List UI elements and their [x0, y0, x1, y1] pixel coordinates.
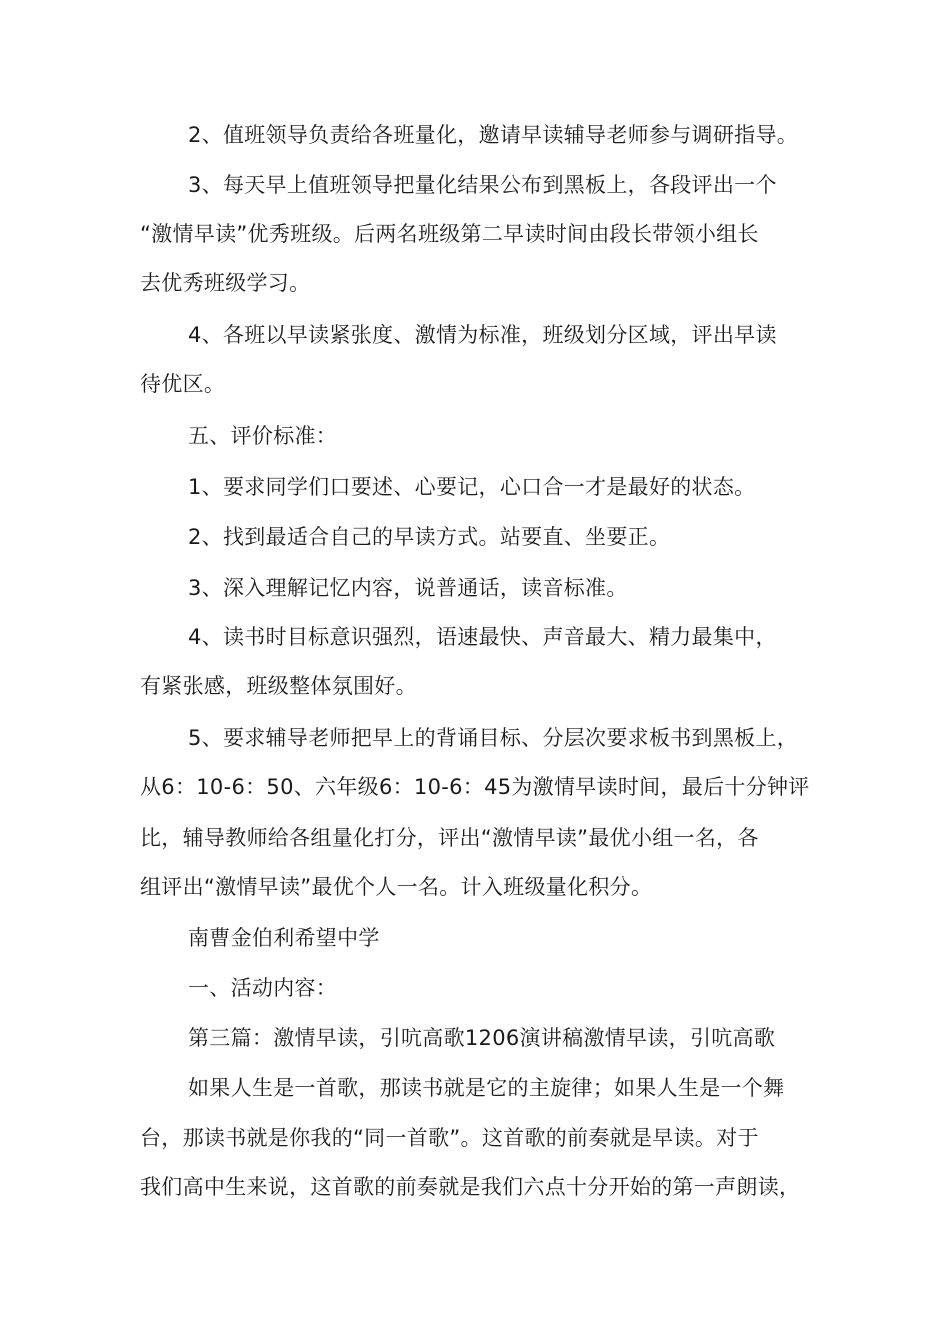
paragraph-line: 5、要求辅导老师把早上的背诵目标、分层次要求板书到黑板上， — [188, 726, 799, 750]
paragraph-line: 4、各班以早读紧张度、激情为标准，班级划分区域，评出早读 — [188, 323, 777, 347]
paragraph-line: 2、找到最适合自己的早读方式。站要直、坐要正。 — [188, 525, 671, 549]
section-heading: 一、活动内容： — [188, 976, 338, 1000]
paragraph-line: 从6：10-6：50、六年级6：10-6：45为激情早读时间，最后十分钟评 — [140, 775, 810, 799]
paragraph-line: 我们高中生来说，这首歌的前奏就是我们六点十分开始的第一声朗读， — [140, 1175, 801, 1199]
paragraph-line: 台，那读书就是你我的“同一首歌”。这首歌的前奏就是早读。对于 — [140, 1126, 759, 1150]
paragraph-line: 如果人生是一首歌，那读书就是它的主旋律；如果人生是一个舞 — [188, 1076, 785, 1100]
section-heading: 五、评价标准： — [188, 424, 338, 448]
paragraph-line: 4、读书时目标意识强烈，语速最快、声音最大、精力最集中， — [188, 625, 777, 649]
article-title: 第三篇：激情早读，引吭高歌1206演讲稿激情早读，引吭高歌 — [188, 1026, 776, 1050]
paragraph-line: 1、要求同学们口要述、心要记，心口合一才是最好的状态。 — [188, 475, 756, 499]
paragraph-line: 比，辅导教师给各组量化打分，评出“激情早读”最优小组一名，各 — [140, 826, 759, 850]
paragraph-line: 待优区。 — [140, 372, 226, 396]
paragraph-line: 组评出“激情早读”最优个人一名。计入班级量化积分。 — [140, 875, 653, 899]
school-name: 南曹金伯利希望中学 — [188, 926, 380, 950]
paragraph-line: “激情早读”优秀班级。后两名班级第二早读时间由段长带领小组长 — [140, 222, 759, 246]
paragraph-line: 3、深入理解记忆内容，说普通话，读音标准。 — [188, 576, 628, 600]
paragraph-line: 3、每天早上值班领导把量化结果公布到黑板上，各段评出一个 — [188, 173, 777, 197]
paragraph-line: 2、值班领导负责给各班量化，邀请早读辅导老师参与调研指导。 — [188, 123, 799, 147]
paragraph-line: 有紧张感，班级整体氛围好。 — [140, 674, 417, 698]
paragraph-line: 去优秀班级学习。 — [140, 271, 311, 295]
